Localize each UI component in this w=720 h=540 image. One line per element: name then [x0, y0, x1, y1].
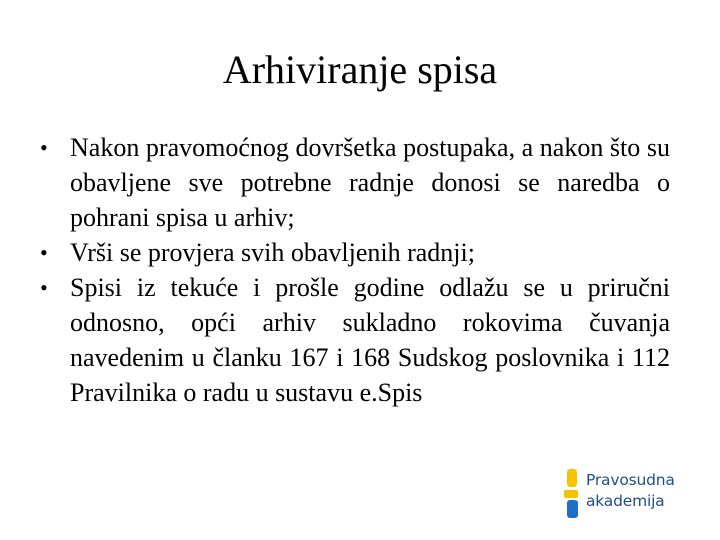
bullet-marker: •	[40, 240, 48, 265]
bullet-list	[40, 130, 670, 410]
logo-mark-icon	[564, 468, 584, 520]
bullet-text: Spisi iz tekuće i prošle godine odlažu se u priručni odnosno, opći arhiv sukladno rokovima čuvanja navedenim u članku 167 i 168 Sudskog poslovnika i 112 Pravilnika o radu u sustavu e.Spis	[70, 273, 670, 407]
bullet-marker: •	[40, 135, 48, 160]
bullet-text: Nakon pravomoćnog dovršetka postupaka, a nakon što su obavljene sve potrebne radnje donosi se naredba o pohrani spisa u arhiv;	[70, 133, 670, 232]
bullet-item-3	[40, 270, 670, 410]
bullet-item-1	[40, 130, 670, 235]
bullet-marker: •	[40, 275, 48, 300]
logo-line-1: Pravosudna	[586, 471, 675, 489]
bullet-text: Vrši se provjera svih obavljenih radnji;	[70, 238, 475, 267]
logo-text	[586, 470, 675, 512]
slide-title: Arhiviranje spisa	[222, 47, 498, 92]
pravosudna-akademija-logo	[564, 468, 684, 520]
bullet-item-2	[40, 235, 670, 270]
logo-line-2: akademija	[586, 492, 665, 510]
